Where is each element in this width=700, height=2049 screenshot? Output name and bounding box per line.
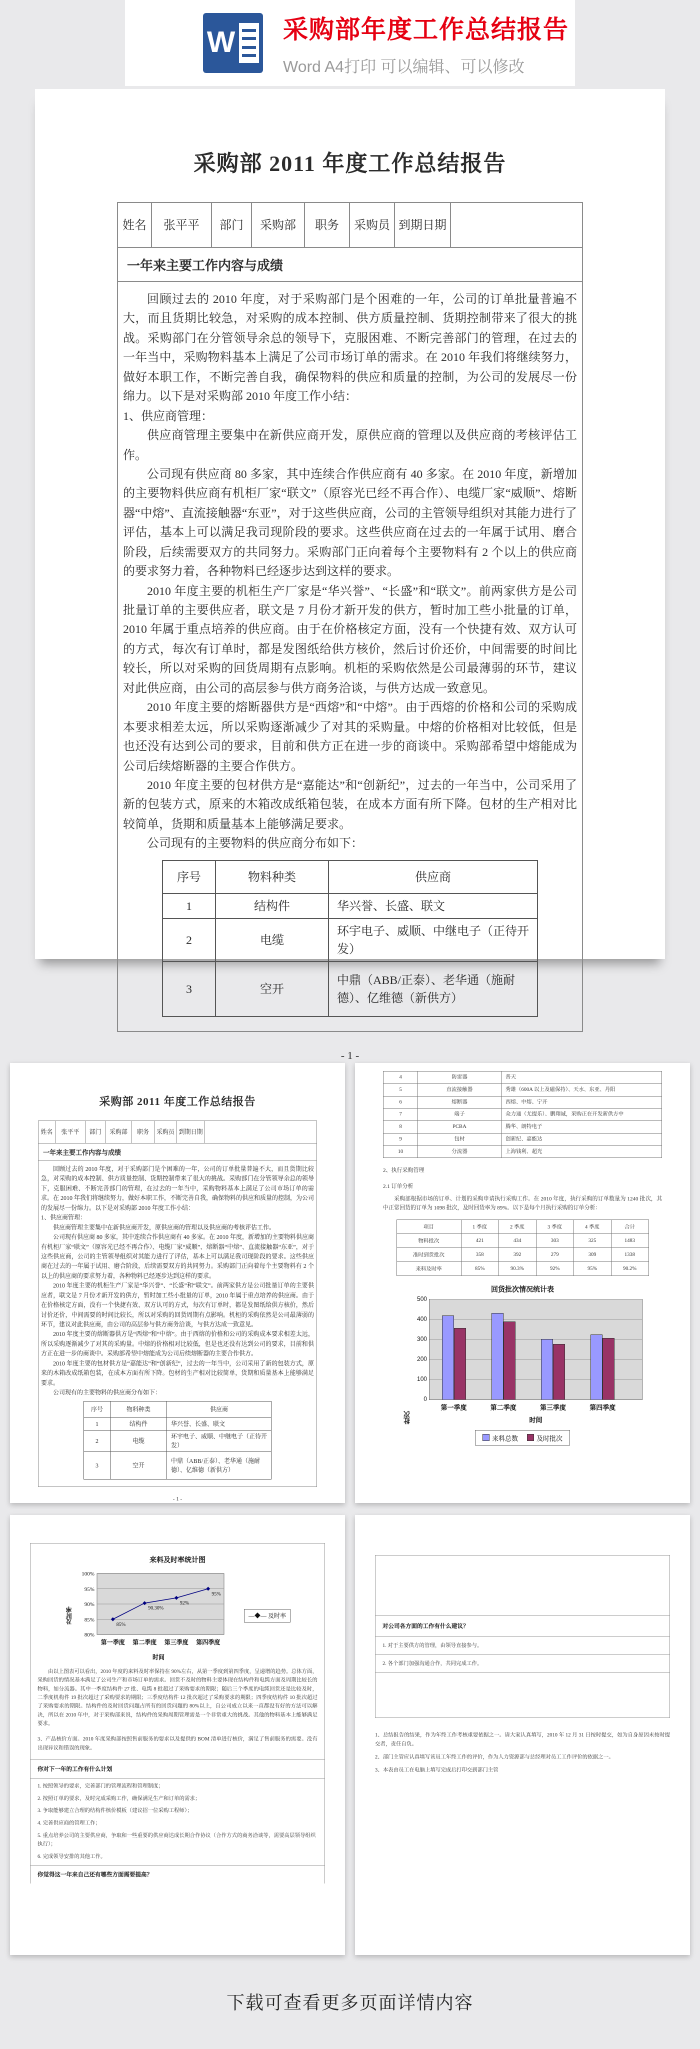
table-row (84, 1418, 272, 1431)
cell: 1 (84, 1418, 111, 1431)
paragraph: 1、供应商管理： (41, 1214, 87, 1222)
table-row (397, 1248, 649, 1262)
bar-chart-ylabel: 批次 (403, 1411, 411, 1425)
job-value: 采购员 (155, 1121, 178, 1143)
notes (375, 1731, 670, 1775)
paragraph: 2010 年度主要的熔断器供方是“西熔”和“中熔”。由于西熔的价格和公司的采购成本要求相差太远，所以采购逐渐减少了对其的采购量。中熔的价格相对比较低，但是也还没有达到公司的要求，目前和供方正在进一步的商谈中。采购部希望中熔能成为公司后续熔断器的主要合作供方。 (123, 700, 577, 773)
cell: 腾华、朗特电子 (501, 1121, 662, 1133)
dept-value: 采购部 (252, 203, 305, 247)
note-item: 1、总结报告的结果，作为年终工作考核重要依据之一。请大家认真填写，2010 年 12 月 31 日按时提交，如为自身原因未按时提交者，责任自负。 (375, 1732, 670, 1747)
line-chart-xlabel: 时间 (152, 1654, 165, 1661)
svg-text:85%: 85% (116, 1622, 126, 1628)
cell: 华兴誉、长盛、联文 (329, 893, 538, 918)
col-header: 2 季度 (499, 1220, 537, 1234)
cell: 众力通（尤提乐）、鹏翔诚，采购正在开发新供方中 (501, 1108, 662, 1120)
cell: 10 (383, 1146, 418, 1158)
page-number: - 1 - (172, 1495, 183, 1502)
cell: 物料批次 (397, 1234, 462, 1248)
cell: 准时到货批次 (397, 1248, 462, 1262)
job-label: 职务 (305, 203, 350, 247)
cell: 中鼎（ABB/正泰）、老华通（施耐德）、亿维德（新供方） (167, 1452, 272, 1480)
date-value (205, 1121, 317, 1143)
supplier-table (84, 1401, 272, 1480)
paragraph: 公司现有供应商 80 多家，其中连续合作供应商有 40 多家。在 2010 年度，新增加的主要物料供应商有机柜厂家“联文”（原容光已经不再合作）、电缆厂家“威顺”、熔断器“中熔”、直流接触器“东亚”，对于这些供应商，公司的主管领导组织对其能力进行了评估，基本上可以满足我司现阶段的要求。这些供应商在过去的一年属于试用、磨合阶段，后续需要双方的共同努力。采购部门正向着每个主要物料有 2 个以上的供应商的要求努力着，各种物料已经逐步达到这样的要求。 (123, 466, 577, 579)
svg-text:95%: 95% (84, 1586, 95, 1593)
page1-form-table (38, 1121, 317, 1487)
svg-text:第四季度: 第四季度 (196, 1640, 221, 1647)
thumbnail-page3[interactable] (10, 1515, 345, 1955)
table-row (397, 1234, 649, 1248)
job-value: 采购员 (350, 203, 395, 247)
cell: 3 (84, 1452, 111, 1480)
cell: 3 (163, 961, 216, 1016)
plan-item: 5. 重点培养公司的主要供应商，争取和一些重要的供应商达成长期合作协议（合作方式的商务洽谈等，需要高层领导组织执行）； (37, 1833, 316, 1847)
improve-section-header: 你觉得这一年来自己还有哪些方面需要提高？ (31, 1865, 325, 1884)
paragraph: 回顾过去的 2010 年度，对于采购部门是个困难的一年，公司的订单批量普遍不大，而且货期比较急，对采购的成本控制、供方质量控制、货期控制带来了很大的挑战。采购部门在分管领导余总的领导下，克服困难、不断完善部门的管理，在过去的一年当中，采购物料基本上满足了公司市场订单的需求。在 2010 年我们将继续努力，做好本职工作，不断完善自我，确保物料的供应和质量的控制，为公司的发展尽一份绵力。以下是对采购部 2010 年度工作小结： (41, 1165, 315, 1212)
plan-item: 3. 争取能够建立合理的结构件核价模板（建议招一位采购工程师）； (37, 1808, 193, 1814)
paragraph: 2010 年度主要的包材供方是“嘉能达”和“创新纪”，过去的一年当中，公司采用了新的包装方式，原来的木箱改成纸箱包装，在成本方面有所下降。包材的生产相对比较简单，货期和质量基本上能够满足要求。 (41, 1359, 314, 1387)
word-icon-letter: W (206, 26, 236, 59)
svg-text:第一季度: 第一季度 (100, 1640, 125, 1647)
table-row (383, 1096, 662, 1108)
table-row (84, 1401, 272, 1418)
paragraph: 1、供应商管理： (123, 408, 214, 423)
col-header: 4 季度 (574, 1220, 612, 1234)
bar-chart-yaxis: 0 100 200 300 400 500 (416, 1295, 427, 1403)
page-number: - 1 - (340, 1049, 360, 1062)
quarter-table (396, 1220, 649, 1277)
col-header: 3 季度 (536, 1220, 574, 1234)
bar-chart-xlabel: 时间 (529, 1416, 543, 1424)
paragraph: 2010 年度主要的包材供方是“嘉能达”和“创新纪”，过去的一年当中，公司采用了新的包装方式，原来的木箱改成纸箱包装，在成本方面有所下降。包材的生产相对比较简单，货期和质量基本上能够满足要求。 (123, 777, 577, 831)
cell: 电缆 (110, 1430, 167, 1452)
date-label: 到期日期 (395, 203, 451, 247)
cell: 9 (383, 1133, 418, 1145)
cell: 1 (163, 893, 216, 918)
suggestion-item: 2. 各个部门加强沟通合作，共同完成工作。 (376, 1655, 670, 1673)
svg-text:90.30%: 90.30% (148, 1606, 164, 1612)
col-header: 物料种类 (110, 1401, 167, 1418)
cell: 2 (163, 918, 216, 961)
cell: 结构件 (110, 1418, 167, 1431)
page1-title: 采购部 2011 年度工作总结报告 (193, 151, 507, 176)
page1-title: 采购部 2011 年度工作总结报告 (99, 1095, 256, 1108)
paragraph: 公司现有的主要物料的供应商分布如下： (53, 1389, 162, 1397)
thumbnail-page4[interactable] (355, 1515, 690, 1955)
name-value: 张平平 (152, 203, 212, 247)
paragraph: 2010 年度主要的熔断器供方是“西熔”和“中熔”。由于西熔的价格和公司的采购成本要求相差太远，所以采购逐渐减少了对其的采购量。中熔的价格相对比较低，但是也还没有达到公司的要求，目前和供方正在进一步的商谈中。采购部希望中熔能成为公司后续熔断器的主要合作供方。 (41, 1330, 314, 1358)
cell: 空开 (216, 961, 329, 1016)
svg-text:第二季度: 第二季度 (132, 1640, 157, 1647)
legend-label: 及时率 (268, 1612, 287, 1620)
cell: 358 (461, 1248, 499, 1262)
page1-preview (35, 89, 665, 1062)
site-footer (0, 1955, 700, 2049)
svg-text:95%: 95% (211, 1592, 221, 1598)
site-header (125, 0, 575, 86)
cell: 中鼎（ABB/正泰）、老华通（施耐德）、亿维德（新供方） (329, 961, 538, 1016)
cell: 熔断器 (418, 1096, 502, 1108)
paragraph: 2010 年度主要的机柜生产厂家是“华兴誉”、“长盛”和“联文”。前两家供方是公司批量订单的主要供应者，联文是 7 月份才新开发的供方，暂时加工些小批量的订单，2010 年属于重点培养的供应商。由于在价格核定方面，没有一个快捷有效、双方认可的方式，每次有订单时，都是发图纸给供方核价，然后讨价还价，中间需要的时间比较长，所以对采购的回货周期有点影响。机柜的采购依然是公司最薄弱的环节，建议对此供应商，由公司的高层参与供方商务洽谈，与供方达成一致意见。 (123, 583, 577, 695)
cell: 直流接触器 (418, 1084, 502, 1096)
bar-chart-plot (429, 1299, 643, 1400)
cell: 6 (383, 1096, 418, 1108)
table-row (84, 1452, 272, 1480)
col-header: 供应商 (167, 1401, 272, 1418)
thumbnail-page2[interactable] (355, 1063, 690, 1503)
table-row (383, 1071, 662, 1083)
cell: 303 (536, 1234, 574, 1248)
cell: 95% (574, 1262, 612, 1276)
suggestion-item: 1. 对于主要供方的管理，由领导直接参与。 (376, 1637, 670, 1655)
plan-section-header: 你对下一年的工作有什么计划 (31, 1759, 325, 1778)
supplier-table-continued (383, 1071, 662, 1158)
cell: 90.2% (611, 1262, 649, 1276)
svg-text:85%: 85% (84, 1617, 95, 1624)
svg-text:80%: 80% (84, 1632, 95, 1639)
cell: 309 (574, 1248, 612, 1262)
line-chart-legend: —◆— 及时率 (244, 1609, 291, 1623)
sub-title: 2.1 订单分析 (383, 1183, 414, 1190)
cell: 来料及时率 (397, 1262, 462, 1276)
paragraph: 供应商管理主要集中在新供应商开发，原供应商的管理以及供应商的考核评估工作。 (123, 428, 577, 462)
empty-cell (376, 1556, 670, 1617)
doc-title: 采购部年度工作总结报告 (283, 15, 570, 44)
col-header: 1 季度 (461, 1220, 499, 1234)
suggestion-section-header: 对公司各方面的工作有什么建议？ (376, 1616, 670, 1637)
cell: 90.3% (499, 1262, 537, 1276)
dept-label: 部门 (86, 1121, 106, 1143)
note-item: 2、部门主管应认真填写该员工年终工作的评价，作为人力资源部与总经理对员工工作评价的依据之一。 (375, 1754, 614, 1760)
cell: 5 (383, 1084, 418, 1096)
supplier-table (162, 860, 538, 1017)
cell: 华兴誉、长盛、联文 (167, 1418, 272, 1431)
plan-list (31, 1782, 325, 1861)
download-hint: 下载可查看更多页面详情内容 (226, 1993, 474, 2013)
table-row (383, 1084, 662, 1096)
page1-body (118, 282, 582, 1031)
dept-value: 采购部 (106, 1121, 133, 1143)
cell: 环宇电子、威顺、中继电子（正待开发） (167, 1430, 272, 1452)
cell: 7 (383, 1108, 418, 1120)
section2-title: 2、执行采购管理 (383, 1167, 425, 1174)
cell: 92% (536, 1262, 574, 1276)
thumbnail-page1[interactable] (10, 1063, 345, 1503)
pricing-paragraph: 3、产品核价方面。2010 年度采购部按照售前服务的要求以及提供的 BOM 清单进行核价，满足了售前服务的需要。没有出现异议和错误的现象。 (37, 1736, 318, 1751)
paragraph: 供应商管理主要集中在新供应商开发，原供应商的管理以及供应商的考核评估工作。 (53, 1223, 276, 1231)
info-row (39, 1121, 317, 1144)
bar-chart-title: 回货批次情况统计表 (491, 1286, 554, 1294)
suggestion-table (375, 1555, 670, 1718)
table-row (397, 1220, 649, 1234)
table-row (397, 1262, 649, 1276)
plan-item: 6. 完成领导安排的其他工作。 (37, 1853, 106, 1860)
section1-header: 一年来主要工作内容与成绩 (118, 248, 582, 282)
table-row (383, 1108, 662, 1120)
paragraph: 回顾过去的 2010 年度，对于采购部门是个困难的一年，公司的订单批量普遍不大，而且货期比较急，对采购的成本控制、供方质量控制、货期控制带来了很大的挑战。采购部门在分管领导余总的领导下，克服困难、不断完善部门的管理，在过去的一年当中，采购物料基本上满足了公司市场订单的需求。在 2010 年我们将继续努力，做好本职工作，不断完善自我，确保物料的供应和质量的控制，为公司的发展尽一份绵力。以下是对采购部 2010 年度工作小结： (123, 292, 577, 404)
col-header: 供应商 (329, 860, 538, 893)
bar-chart-xlabels: 第一季度 第二季度 第三季度 第四季度 (440, 1403, 616, 1412)
date-label: 到期日期 (177, 1121, 205, 1143)
line-chart-ylabel: 及时率 (65, 1606, 73, 1625)
page1-body (39, 1161, 317, 1487)
doc-subtitle: Word A4打印 可以编辑、可以修改 (283, 58, 525, 76)
bar-chart-legend: 来料总数 及时批次 (475, 1430, 570, 1446)
cell: 1483 (611, 1234, 649, 1248)
name-label: 姓名 (39, 1121, 56, 1143)
col-header: 序号 (163, 860, 216, 893)
col-header: 物料种类 (216, 860, 329, 893)
svg-text:第三季度: 第三季度 (164, 1640, 189, 1647)
cell: 上海钱利、超光 (501, 1146, 662, 1158)
cell: 279 (536, 1248, 574, 1262)
cell: 4 (383, 1071, 418, 1083)
cell: 创新纪、嘉能达 (501, 1133, 662, 1145)
name-label: 姓名 (118, 203, 152, 247)
cell: 端子 (418, 1108, 502, 1120)
cell: 434 (499, 1234, 537, 1248)
cell: PCBA (418, 1121, 502, 1133)
word-icon (203, 13, 263, 73)
plan-item: 1. 按照领导的要求，完善部门的管理流程和管理制度； (37, 1783, 164, 1789)
table-row (163, 893, 538, 918)
info-row (118, 203, 582, 248)
cell: 普天 (501, 1071, 662, 1083)
cell: 空开 (110, 1452, 167, 1480)
table-row (163, 860, 538, 893)
cell: 8 (383, 1121, 418, 1133)
table-row (84, 1430, 272, 1452)
paragraph: 公司现有的主要物料的供应商分布如下： (147, 836, 364, 851)
cell: 包材 (418, 1133, 502, 1145)
col-header: 项目 (397, 1220, 462, 1234)
table-row (383, 1133, 662, 1145)
line-chart-title: 来料及时率统计图 (149, 1556, 206, 1564)
empty-cell (376, 1673, 670, 1718)
job-label: 职务 (132, 1121, 155, 1143)
table-row (383, 1146, 662, 1158)
cell: 环宇电子、威顺、中继电子（正待开发） (329, 918, 538, 961)
plan-item: 4. 完善供应商的管理工作； (37, 1820, 101, 1827)
col-header: 合计 (611, 1220, 649, 1234)
line-chart (31, 1570, 325, 1662)
table-row (383, 1121, 662, 1133)
line-chart-svg (76, 1570, 241, 1650)
cell: 421 (461, 1234, 499, 1248)
col-header: 序号 (84, 1401, 111, 1418)
thumbnail-grid (10, 1063, 690, 1955)
cell: 西熔、中熔、宁开 (501, 1096, 662, 1108)
cell: 防雷器 (418, 1071, 502, 1083)
paragraph: 2010 年度主要的机柜生产厂家是“华兴誉”、“长盛”和“联文”。前两家供方是公司批量订单的主要供应者，联文是 7 月份才新开发的供方，暂时加工些小批量的订单，2010 年属于重点培养的供应商。由于在价格核定方面，没有一个快捷有效、双方认可的方式，每次有订单时，都是发图纸给供方核价，然后讨价还价，中间需要的时间比较长，所以对采购的回货周期有点影响。机柜的采购依然是公司最薄弱的环节，建议对此供应商，由公司的高层参与供方商务洽谈，与供方达成一致意见。 (41, 1282, 314, 1328)
date-value (451, 203, 582, 247)
name-value: 张平平 (56, 1121, 86, 1143)
svg-text:92%: 92% (179, 1601, 190, 1607)
cell: 1338 (611, 1248, 649, 1262)
plan-item: 2. 按照订单的要求，及时完成采购工作，确保满足生产和订单的需求； (37, 1795, 201, 1802)
cell: 结构件 (216, 893, 329, 918)
cell: 85% (461, 1262, 499, 1276)
cell: 电缆 (216, 918, 329, 961)
svg-text:90%: 90% (84, 1602, 95, 1608)
bar-chart (403, 1295, 643, 1425)
analysis-paragraph: 由以上图表可以看出，2010 年度的来料及时率保持在 90%左右，从第一季度到第四季度，呈递增的趋势。总体方面，采购回货的情况基本满足了公司生产和市场订单的需求。回货不及时的物料主要体现在结构件和电缆方面及周期比较长的物料，如分流器。其中一季度结构件 27 批、电缆 8 批超过了采购要求的期限；随后三个季度的电缆回货还是比较及时，二季度机构件 19 批次超过了采购要求的期限；三季度结构件 12 批次超过了采购要求的期限；四季度结构件 10 批次超过了采购要求的期限。结构件的及时回货问题占所有的回货问题的 80%以上，自公司成立以来一直都没有好的方法可以解决，所以在 2010 年中，对于采购部来说，结构件的采购周期管理需是一个非常重大的挑战。其他的物料基本上能够满足要求。 (37, 1669, 318, 1727)
word-icon-sheet (239, 23, 259, 63)
svg-text:100%: 100% (81, 1571, 95, 1578)
note-item: 3、本表由员工在电脑上填写完成后打印交到部门主管 (375, 1767, 499, 1773)
table-row (163, 918, 538, 961)
cell: 秀雄（600A 以上及磁保持）、天水、东亚、丹阳 (501, 1084, 662, 1096)
cell: 325 (574, 1234, 612, 1248)
page1-form-table (117, 202, 583, 1032)
cell: 2 (84, 1430, 111, 1452)
paragraph: 公司现有供应商 80 多家，其中连续合作供应商有 40 多家。在 2010 年度，新增加的主要物料供应商有机柜厂家“联文”（原容光已经不再合作）、电缆厂家“威顺”、熔断器“中熔”、直流接触器“东亚”，对于这些供应商，公司的主管领导组织对其能力进行了评估，基本上可以满足我司现阶段的要求。这些供应商在过去的一年属于试用、磨合阶段，后续需要双方的共同努力。采购部门正向着每个主要物料有 2 个以上的供应商的要求努力着，各种物料已经逐步达到这样的要求。 (41, 1233, 315, 1280)
cell: 392 (499, 1248, 537, 1262)
cell: 分流器 (418, 1146, 502, 1158)
table-row (163, 961, 538, 1016)
dept-label: 部门 (212, 203, 252, 247)
order-analysis-paragraph: 采购部根据市场的订单、计划的采购申请执行采购工作。在 2010 年度，执行采购的订单数量为 1240 批次，其中正常回货的订单为 1098 批次，及时回货率为 89%。以下是每个月执行采购的订单分析： (383, 1196, 662, 1211)
section1-header: 一年来主要工作内容与成绩 (39, 1144, 317, 1161)
